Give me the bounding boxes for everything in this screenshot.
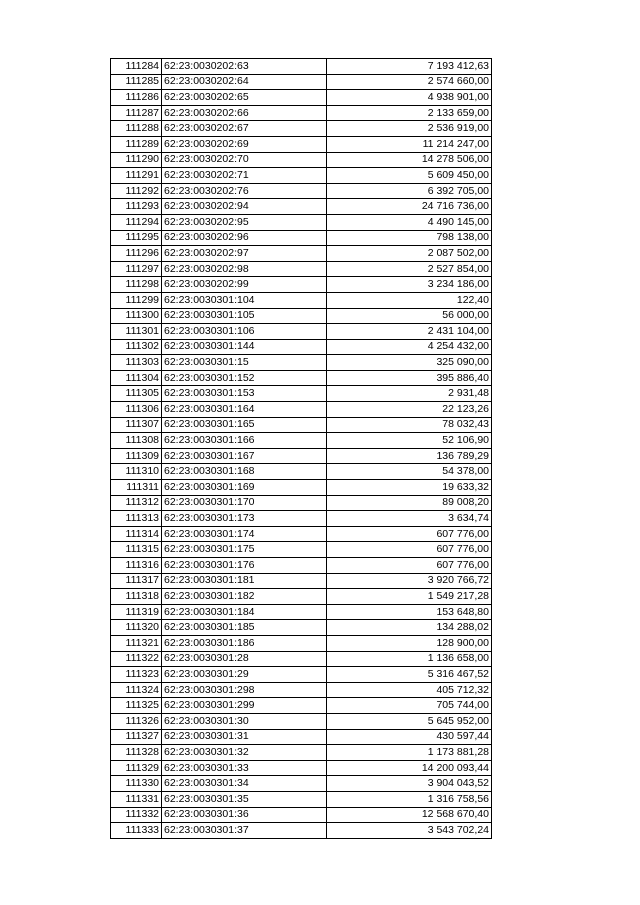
table-row xyxy=(111,526,492,542)
cadastral-number-cell: 62:23:0030301:164 xyxy=(162,402,327,418)
row-number-cell: 111314 xyxy=(111,526,162,542)
cadastral-value-cell: 136 789,29 xyxy=(327,448,492,464)
cadastral-value-cell: 122,40 xyxy=(327,292,492,308)
table-body xyxy=(111,59,492,839)
table-row xyxy=(111,370,492,386)
cadastral-value-cell: 3 543 702,24 xyxy=(327,823,492,839)
row-number-cell: 111309 xyxy=(111,448,162,464)
table-row xyxy=(111,308,492,324)
cadastral-number-cell: 62:23:0030301:153 xyxy=(162,386,327,402)
cadastral-number-cell: 62:23:0030301:169 xyxy=(162,480,327,496)
cadastral-value-cell: 798 138,00 xyxy=(327,230,492,246)
table-row xyxy=(111,667,492,683)
table-row xyxy=(111,402,492,418)
table-row xyxy=(111,152,492,168)
cadastral-value-cell: 22 123,26 xyxy=(327,402,492,418)
cadastral-value-cell: 7 193 412,63 xyxy=(327,59,492,75)
table-row xyxy=(111,807,492,823)
table-row xyxy=(111,635,492,651)
table-row xyxy=(111,339,492,355)
cadastral-number-cell: 62:23:0030202:96 xyxy=(162,230,327,246)
cadastral-value-cell: 153 648,80 xyxy=(327,604,492,620)
table-row xyxy=(111,495,492,511)
cadastral-value-cell: 14 278 506,00 xyxy=(327,152,492,168)
cadastral-number-cell: 62:23:0030301:176 xyxy=(162,558,327,574)
table-row xyxy=(111,90,492,106)
cadastral-value-cell: 3 234 186,00 xyxy=(327,277,492,293)
row-number-cell: 111317 xyxy=(111,573,162,589)
row-number-cell: 111307 xyxy=(111,417,162,433)
row-number-cell: 111322 xyxy=(111,651,162,667)
cadastral-value-cell: 3 920 766,72 xyxy=(327,573,492,589)
row-number-cell: 111299 xyxy=(111,292,162,308)
table-row xyxy=(111,59,492,75)
table-row xyxy=(111,698,492,714)
cadastral-number-cell: 62:23:0030301:184 xyxy=(162,604,327,620)
cadastral-number-cell: 62:23:0030202:66 xyxy=(162,105,327,121)
cadastral-value-cell: 11 214 247,00 xyxy=(327,136,492,152)
cadastral-number-cell: 62:23:0030301:166 xyxy=(162,433,327,449)
cadastral-number-cell: 62:23:0030202:64 xyxy=(162,74,327,90)
table-row xyxy=(111,261,492,277)
cadastral-number-cell: 62:23:0030202:95 xyxy=(162,214,327,230)
cadastral-value-cell: 1 549 217,28 xyxy=(327,589,492,605)
row-number-cell: 111292 xyxy=(111,183,162,199)
cadastral-value-cell: 2 931,48 xyxy=(327,386,492,402)
table-row xyxy=(111,480,492,496)
row-number-cell: 111284 xyxy=(111,59,162,75)
cadastral-value-cell: 52 106,90 xyxy=(327,433,492,449)
cadastral-value-cell: 24 716 736,00 xyxy=(327,199,492,215)
cadastral-number-cell: 62:23:0030301:152 xyxy=(162,370,327,386)
row-number-cell: 111328 xyxy=(111,745,162,761)
cadastral-number-cell: 62:23:0030301:31 xyxy=(162,729,327,745)
cadastral-number-cell: 62:23:0030301:37 xyxy=(162,823,327,839)
row-number-cell: 111308 xyxy=(111,433,162,449)
cadastral-value-cell: 3 904 043,52 xyxy=(327,776,492,792)
cadastral-value-cell: 54 378,00 xyxy=(327,464,492,480)
table-row xyxy=(111,199,492,215)
row-number-cell: 111305 xyxy=(111,386,162,402)
cadastral-number-cell: 62:23:0030301:182 xyxy=(162,589,327,605)
cadastral-number-cell: 62:23:0030301:173 xyxy=(162,511,327,527)
cadastral-number-cell: 62:23:0030202:71 xyxy=(162,168,327,184)
cadastral-value-cell: 607 776,00 xyxy=(327,558,492,574)
row-number-cell: 111319 xyxy=(111,604,162,620)
row-number-cell: 111294 xyxy=(111,214,162,230)
cadastral-number-cell: 62:23:0030301:181 xyxy=(162,573,327,589)
cadastral-number-cell: 62:23:0030202:76 xyxy=(162,183,327,199)
cadastral-number-cell: 62:23:0030301:186 xyxy=(162,635,327,651)
cadastral-value-cell: 2 133 659,00 xyxy=(327,105,492,121)
table-row xyxy=(111,589,492,605)
row-number-cell: 111291 xyxy=(111,168,162,184)
row-number-cell: 111313 xyxy=(111,511,162,527)
table-row xyxy=(111,183,492,199)
cadastral-number-cell: 62:23:0030202:67 xyxy=(162,121,327,137)
row-number-cell: 111302 xyxy=(111,339,162,355)
cadastral-value-cell: 1 173 881,28 xyxy=(327,745,492,761)
table-row xyxy=(111,355,492,371)
table-row xyxy=(111,542,492,558)
table-row xyxy=(111,230,492,246)
row-number-cell: 111315 xyxy=(111,542,162,558)
row-number-cell: 111303 xyxy=(111,355,162,371)
table-row xyxy=(111,324,492,340)
table-row xyxy=(111,682,492,698)
table-row xyxy=(111,433,492,449)
table-row xyxy=(111,558,492,574)
cadastral-value-cell: 2 574 660,00 xyxy=(327,74,492,90)
cadastral-value-cell: 5 316 467,52 xyxy=(327,667,492,683)
cadastral-value-cell: 395 886,40 xyxy=(327,370,492,386)
row-number-cell: 111301 xyxy=(111,324,162,340)
row-number-cell: 111288 xyxy=(111,121,162,137)
cadastral-value-cell: 1 316 758,56 xyxy=(327,791,492,807)
row-number-cell: 111332 xyxy=(111,807,162,823)
cadastral-number-cell: 62:23:0030202:65 xyxy=(162,90,327,106)
cadastral-number-cell: 62:23:0030202:94 xyxy=(162,199,327,215)
cadastral-value-cell: 5 645 952,00 xyxy=(327,713,492,729)
row-number-cell: 111285 xyxy=(111,74,162,90)
cadastral-value-cell: 405 712,32 xyxy=(327,682,492,698)
cadastral-value-cell: 607 776,00 xyxy=(327,526,492,542)
cadastral-number-cell: 62:23:0030301:36 xyxy=(162,807,327,823)
table-row xyxy=(111,105,492,121)
cadastral-value-cell: 5 609 450,00 xyxy=(327,168,492,184)
row-number-cell: 111323 xyxy=(111,667,162,683)
table-row xyxy=(111,604,492,620)
cadastral-value-cell: 430 597,44 xyxy=(327,729,492,745)
cadastral-value-cell: 56 000,00 xyxy=(327,308,492,324)
cadastral-value-cell: 78 032,43 xyxy=(327,417,492,433)
cadastral-value-cell: 12 568 670,40 xyxy=(327,807,492,823)
table-row xyxy=(111,620,492,636)
cadastral-number-cell: 62:23:0030202:69 xyxy=(162,136,327,152)
row-number-cell: 111300 xyxy=(111,308,162,324)
cadastral-number-cell: 62:23:0030202:63 xyxy=(162,59,327,75)
cadastral-number-cell: 62:23:0030301:175 xyxy=(162,542,327,558)
cadastral-value-cell: 134 288,02 xyxy=(327,620,492,636)
cadastral-number-cell: 62:23:0030301:165 xyxy=(162,417,327,433)
table-row xyxy=(111,511,492,527)
table-row xyxy=(111,651,492,667)
cadastral-number-cell: 62:23:0030202:98 xyxy=(162,261,327,277)
cadastral-number-cell: 62:23:0030301:30 xyxy=(162,713,327,729)
cadastral-number-cell: 62:23:0030301:144 xyxy=(162,339,327,355)
table-row xyxy=(111,823,492,839)
table-row xyxy=(111,464,492,480)
table-row xyxy=(111,136,492,152)
cadastral-value-cell: 2 087 502,00 xyxy=(327,246,492,262)
cadastral-number-cell: 62:23:0030301:104 xyxy=(162,292,327,308)
cadastral-value-cell: 4 254 432,00 xyxy=(327,339,492,355)
cadastral-number-cell: 62:23:0030301:28 xyxy=(162,651,327,667)
cadastral-number-cell: 62:23:0030301:174 xyxy=(162,526,327,542)
cadastral-number-cell: 62:23:0030301:167 xyxy=(162,448,327,464)
table-row xyxy=(111,277,492,293)
cadastral-number-cell: 62:23:0030202:97 xyxy=(162,246,327,262)
row-number-cell: 111333 xyxy=(111,823,162,839)
row-number-cell: 111329 xyxy=(111,760,162,776)
cadastral-number-cell: 62:23:0030301:34 xyxy=(162,776,327,792)
table-row xyxy=(111,745,492,761)
cadastral-value-cell: 19 633,32 xyxy=(327,480,492,496)
row-number-cell: 111324 xyxy=(111,682,162,698)
cadastral-value-cell: 128 900,00 xyxy=(327,635,492,651)
cadastral-number-cell: 62:23:0030301:29 xyxy=(162,667,327,683)
row-number-cell: 111331 xyxy=(111,791,162,807)
row-number-cell: 111287 xyxy=(111,105,162,121)
cadastral-value-cell: 6 392 705,00 xyxy=(327,183,492,199)
table-row xyxy=(111,713,492,729)
row-number-cell: 111304 xyxy=(111,370,162,386)
row-number-cell: 111297 xyxy=(111,261,162,277)
cadastral-value-cell: 4 938 901,00 xyxy=(327,90,492,106)
cadastral-value-table xyxy=(110,58,492,839)
table-row xyxy=(111,791,492,807)
row-number-cell: 111312 xyxy=(111,495,162,511)
row-number-cell: 111310 xyxy=(111,464,162,480)
cadastral-number-cell: 62:23:0030301:185 xyxy=(162,620,327,636)
row-number-cell: 111320 xyxy=(111,620,162,636)
row-number-cell: 111318 xyxy=(111,589,162,605)
table-row xyxy=(111,168,492,184)
row-number-cell: 111289 xyxy=(111,136,162,152)
row-number-cell: 111290 xyxy=(111,152,162,168)
table-row xyxy=(111,246,492,262)
row-number-cell: 111316 xyxy=(111,558,162,574)
row-number-cell: 111327 xyxy=(111,729,162,745)
cadastral-value-cell: 14 200 093,44 xyxy=(327,760,492,776)
cadastral-number-cell: 62:23:0030301:298 xyxy=(162,682,327,698)
row-number-cell: 111326 xyxy=(111,713,162,729)
cadastral-number-cell: 62:23:0030301:32 xyxy=(162,745,327,761)
cadastral-value-cell: 705 744,00 xyxy=(327,698,492,714)
row-number-cell: 111306 xyxy=(111,402,162,418)
cadastral-value-cell: 2 527 854,00 xyxy=(327,261,492,277)
row-number-cell: 111295 xyxy=(111,230,162,246)
table-row xyxy=(111,417,492,433)
cadastral-value-cell: 89 008,20 xyxy=(327,495,492,511)
row-number-cell: 111330 xyxy=(111,776,162,792)
cadastral-number-cell: 62:23:0030301:299 xyxy=(162,698,327,714)
table-row xyxy=(111,214,492,230)
row-number-cell: 111321 xyxy=(111,635,162,651)
table-row xyxy=(111,121,492,137)
cadastral-value-cell: 607 776,00 xyxy=(327,542,492,558)
table-row xyxy=(111,729,492,745)
cadastral-number-cell: 62:23:0030301:105 xyxy=(162,308,327,324)
row-number-cell: 111286 xyxy=(111,90,162,106)
table-row xyxy=(111,386,492,402)
row-number-cell: 111293 xyxy=(111,199,162,215)
cadastral-value-cell: 1 136 658,00 xyxy=(327,651,492,667)
cadastral-number-cell: 62:23:0030202:70 xyxy=(162,152,327,168)
row-number-cell: 111311 xyxy=(111,480,162,496)
table-row xyxy=(111,74,492,90)
table-row xyxy=(111,292,492,308)
cadastral-number-cell: 62:23:0030301:106 xyxy=(162,324,327,340)
cadastral-value-cell: 4 490 145,00 xyxy=(327,214,492,230)
cadastral-number-cell: 62:23:0030301:168 xyxy=(162,464,327,480)
cadastral-value-cell: 2 536 919,00 xyxy=(327,121,492,137)
table-row xyxy=(111,573,492,589)
row-number-cell: 111325 xyxy=(111,698,162,714)
cadastral-number-cell: 62:23:0030202:99 xyxy=(162,277,327,293)
cadastral-number-cell: 62:23:0030301:35 xyxy=(162,791,327,807)
cadastral-number-cell: 62:23:0030301:33 xyxy=(162,760,327,776)
cadastral-value-cell: 2 431 104,00 xyxy=(327,324,492,340)
cadastral-number-cell: 62:23:0030301:170 xyxy=(162,495,327,511)
cadastral-value-cell: 325 090,00 xyxy=(327,355,492,371)
table-row xyxy=(111,776,492,792)
table-row xyxy=(111,760,492,776)
cadastral-value-cell: 3 634,74 xyxy=(327,511,492,527)
table-row xyxy=(111,448,492,464)
row-number-cell: 111298 xyxy=(111,277,162,293)
row-number-cell: 111296 xyxy=(111,246,162,262)
cadastral-number-cell: 62:23:0030301:15 xyxy=(162,355,327,371)
